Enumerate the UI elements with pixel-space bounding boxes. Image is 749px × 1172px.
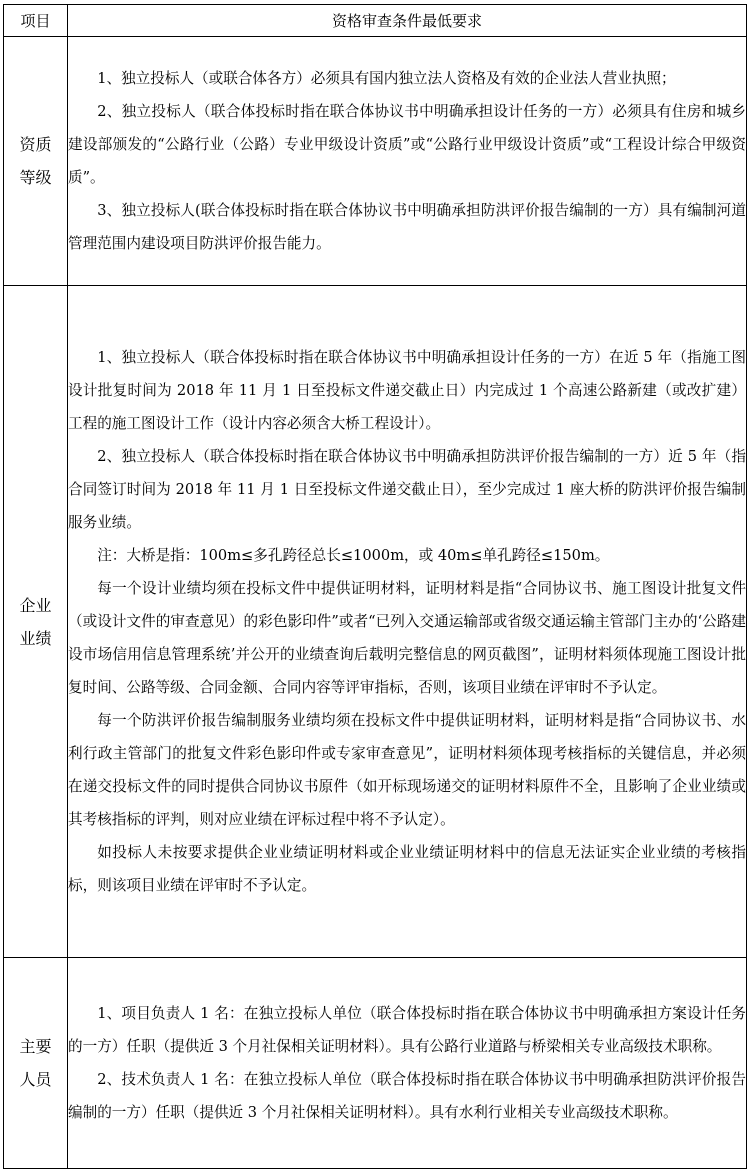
paragraph: 3、独立投标人(联合体投标时指在联合体协议书中明确承担防洪评价报告编制的一方）具有编制河道管理范围内建设项目防洪评价报告能力。 <box>68 202 746 252</box>
header-item: 项目 <box>4 5 68 37</box>
category-personnel: 主要 人员 <box>4 958 68 1169</box>
requirements-qualification <box>68 37 747 286</box>
paragraph: 每一个设计业绩均须在投标文件中提供证明材料，证明材料是指“合同协议书、施工图设计批复文件（或设计文件的审查意见）的彩色影印件”或者“已列入交通运输部或省级交通运输主管部门主办的‘公路建设市场信用信息管理系统’并公开的业绩查询后载明完整信息的网页截图”，证明材料须体现施工图设计批复时间、公路等级、合同金额、合同内容等评审指标，否则，该项目业绩在评审时不予认定。 <box>68 580 746 696</box>
requirements-performance <box>68 286 747 958</box>
row-qualification <box>4 37 747 286</box>
requirements-table <box>3 4 747 1169</box>
paragraph: 2、独立投标人（联合体投标时指在联合体协议书中明确承担防洪评价报告编制的一方）近 5 年（指合同签订时间为 2018 年 11 月 1 日至投标文件递交截止日），至少完成过 1 座大桥的防洪评价报告编制服务业绩。 <box>68 448 746 531</box>
paragraph: 1、独立投标人（或联合体各方）必须具有国内独立法人资格及有效的企业法人营业执照； <box>97 70 676 87</box>
header-row <box>4 5 747 37</box>
paragraph: 每一个防洪评价报告编制服务业绩均须在投标文件中提供证明材料，证明材料是指“合同协议书、水利行政主管部门的批复文件彩色影印件或专家审查意见”，证明材料须体现考核指标的关键信息，并必须在递交投标文件的同时提供合同协议书原件（如开标现场递交的证明材料原件不全，且影响了企业业绩或其考核指标的评判，则对应业绩在评标过程中将不予认定）。 <box>68 712 746 828</box>
row-personnel <box>4 958 747 1169</box>
paragraph: 1、项目负责人 1 名：在独立投标人单位（联合体投标时指在联合体协议书中明确承担方案设计任务的一方）任职（提供近 3 个月社保相关证明材料）。具有公路行业道路与桥梁相关专业高级技术职称。 <box>68 1005 746 1055</box>
category-qualification: 资质 等级 <box>4 37 68 286</box>
paragraph: 2、技术负责人 1 名：在独立投标人单位（联合体投标时指在联合体协议书中明确承担防洪评价报告编制的一方）任职（提供近 3 个月社保相关证明材料）。具有水利行业相关专业高级技术职称。 <box>68 1071 746 1121</box>
paragraph: 2、独立投标人（联合体投标时指在联合体协议书中明确承担设计任务的一方）必须具有住房和城乡建设部颁发的“公路行业（公路）专业甲级设计资质”或“公路行业甲级设计资质”或“工程设计综合甲级资质”。 <box>68 103 746 186</box>
paragraph: 注：大桥是指：100m≤多孔跨径总长≤1000m，或 40m≤单孔跨径≤150m。 <box>97 547 610 564</box>
paragraph: 1、独立投标人（联合体投标时指在联合体协议书中明确承担设计任务的一方）在近 5 年（指施工图设计批复时间为 2018 年 11 月 1 日至投标文件递交截止日）内完成过 1 个高速公路新建（或改扩建）工程的施工图设计工作（设计内容必须含大桥工程设计）。 <box>68 349 746 432</box>
paragraph: 如投标人未按要求提供企业业绩证明材料或企业业绩证明材料中的信息无法证实企业业绩的考核指标，则该项目业绩在评审时不予认定。 <box>68 844 746 894</box>
category-performance: 企业 业绩 <box>4 286 68 958</box>
requirements-personnel <box>68 958 747 1169</box>
header-requirements: 资格审查条件最低要求 <box>68 5 747 37</box>
row-performance <box>4 286 747 958</box>
